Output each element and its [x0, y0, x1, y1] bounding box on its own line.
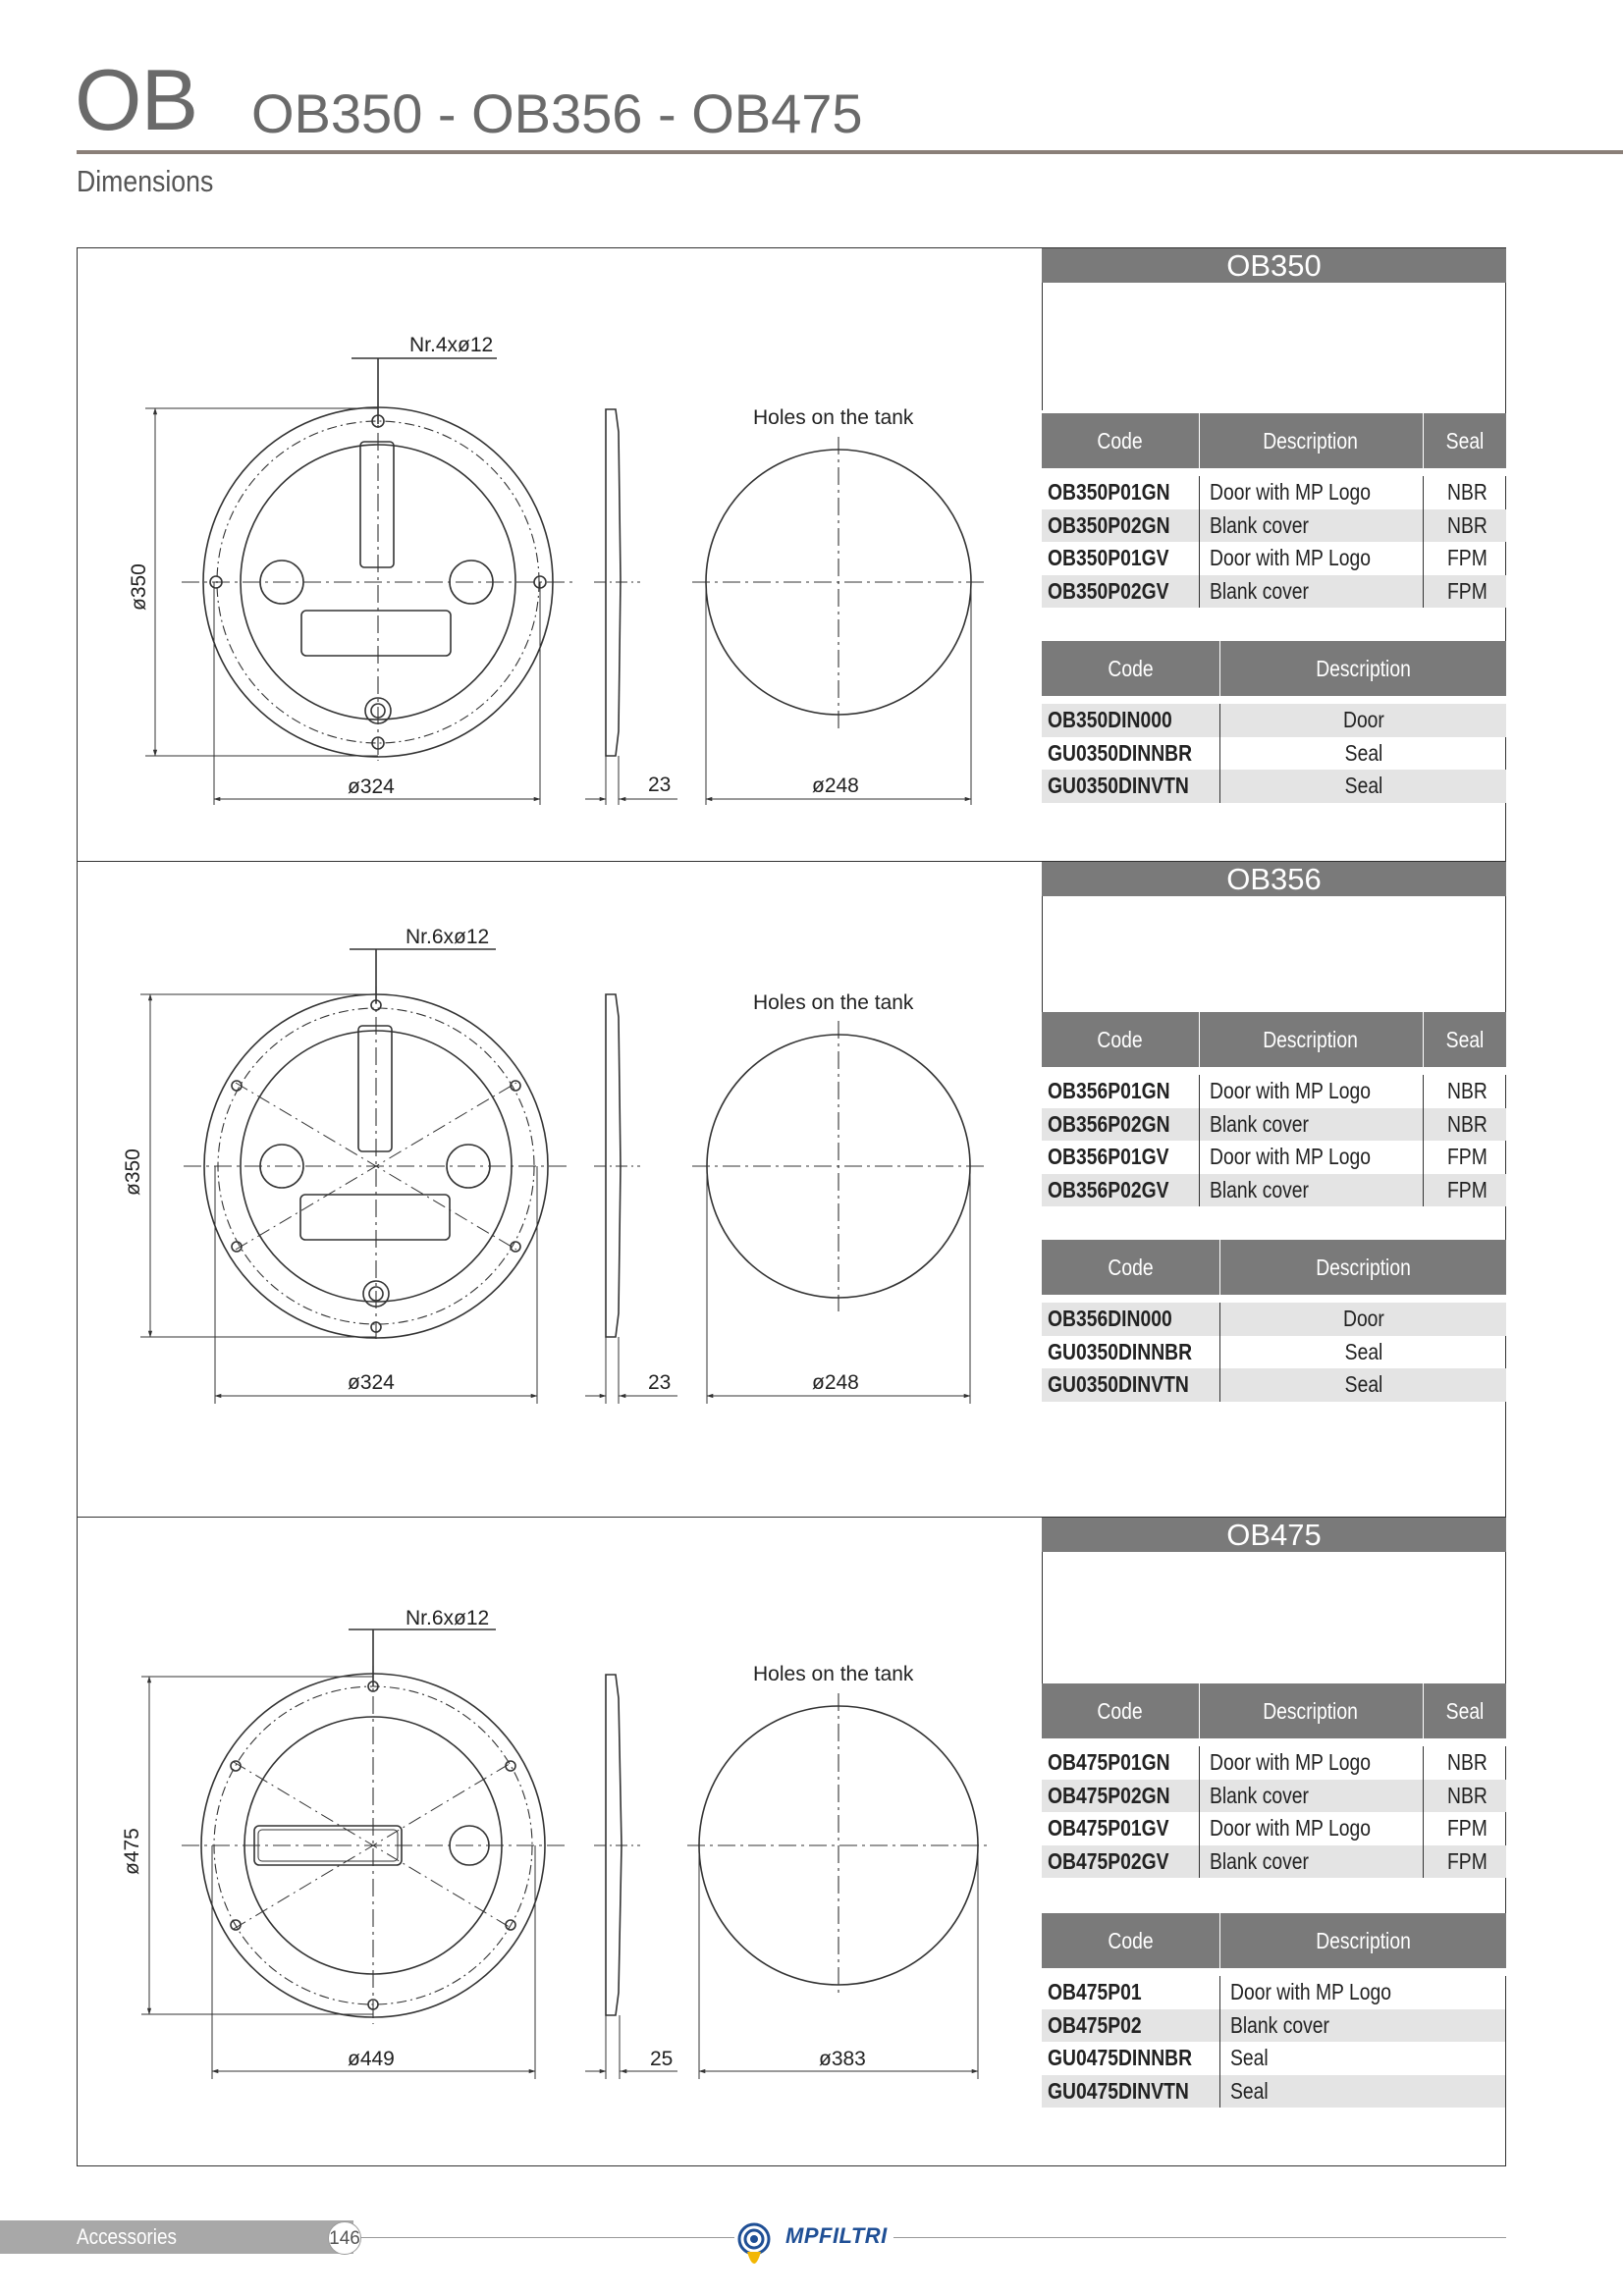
table-row: OB475P02 Blank cover — [1042, 2009, 1506, 2043]
models-title: OB350 - OB356 - OB475 — [251, 82, 863, 144]
table-row: OB475P01 Door with MP Logo — [1042, 1976, 1506, 2009]
logo-plate — [301, 611, 451, 656]
col-header-description: Description — [1220, 641, 1506, 696]
col-header-code: Code — [1042, 1012, 1199, 1067]
table-row: OB350P01GV Door with MP Logo FPM — [1042, 542, 1506, 575]
table-row: OB350DIN000 Door — [1042, 704, 1506, 737]
col-header-seal: Seal — [1423, 413, 1506, 468]
page-number: 146 — [328, 2221, 361, 2255]
holes-note: Nr.6xø12 — [406, 926, 490, 948]
col-header-code: Code — [1042, 1683, 1199, 1738]
table-row: OB356P01GV Door with MP Logo FPM — [1042, 1141, 1506, 1174]
section-title-ob356: OB356 — [1042, 862, 1506, 896]
table-row: GU0350DINNBR Seal — [1042, 737, 1506, 771]
col-header-description: Description — [1199, 413, 1423, 468]
mpfiltri-logo-icon — [739, 2224, 769, 2264]
holes-note: Nr.4xø12 — [409, 334, 494, 356]
dim-inner: ø324 — [348, 1371, 395, 1394]
ob356-front-view — [140, 949, 569, 1404]
footer-section-label: Accessories — [77, 2224, 177, 2249]
ob356-tank-hole — [692, 1021, 985, 1404]
col-header-seal: Seal — [1423, 1012, 1506, 1067]
col-header-code: Code — [1042, 413, 1199, 468]
holes-note: Nr.6xø12 — [406, 1607, 490, 1629]
tank-label: Holes on the tank — [753, 991, 914, 1014]
table-row: GU0350DINVTN Seal — [1042, 1368, 1506, 1402]
table-row: GU0350DINVTN Seal — [1042, 770, 1506, 803]
table-row: OB475P01GV Door with MP Logo FPM — [1042, 1812, 1506, 1845]
table-row: OB356P01GN Door with MP Logo NBR — [1042, 1075, 1506, 1108]
dim-height: ø475 — [121, 1828, 143, 1875]
col-header-description: Description — [1199, 1683, 1423, 1738]
dim-inner: ø324 — [348, 775, 395, 798]
table-row: OB356DIN000 Door — [1042, 1303, 1506, 1336]
dim-height: ø350 — [128, 563, 150, 611]
table-row: GU0350DINNBR Seal — [1042, 1336, 1506, 1369]
ob350-front-view — [145, 358, 574, 805]
footer-rule — [893, 2237, 1506, 2238]
col-header-seal: Seal — [1423, 1683, 1506, 1738]
handle-slot — [358, 1026, 392, 1151]
table-row: OB356P02GN Blank cover NBR — [1042, 1108, 1506, 1142]
table-row: OB475P02GN Blank cover NBR — [1042, 1780, 1506, 1813]
section-title-ob350: OB350 — [1042, 248, 1506, 283]
ob475-side-view — [585, 1675, 677, 2079]
col-header-description: Description — [1220, 1913, 1506, 1968]
bolt-hole — [506, 1761, 515, 1771]
table-row: OB356P02GV Blank cover FPM — [1042, 1174, 1506, 1207]
footer-rule — [361, 2237, 734, 2238]
brand-logo: MPFILTRI — [785, 2223, 888, 2248]
col-header-code: Code — [1042, 1913, 1220, 1968]
dim-thickness: 23 — [648, 1371, 672, 1394]
col-header-description: Description — [1220, 1240, 1506, 1295]
family-title: OB — [75, 51, 198, 148]
dim-height: ø350 — [122, 1148, 144, 1196]
table-row: GU0475DINNBR Seal — [1042, 2042, 1506, 2075]
table-row: OB475P02GV Blank cover FPM — [1042, 1845, 1506, 1879]
ob350-side-view — [585, 409, 677, 805]
dim-tank: ø248 — [812, 1371, 859, 1394]
footer-bar — [0, 2220, 353, 2254]
dim-thickness: 25 — [650, 2048, 674, 2070]
bolt-hole — [231, 1761, 241, 1771]
col-header-code: Code — [1042, 641, 1220, 696]
table-row: OB350P02GV Blank cover FPM — [1042, 575, 1506, 609]
logo-plate — [300, 1195, 450, 1240]
section-title-ob475: OB475 — [1042, 1518, 1506, 1552]
page-subtitle: Dimensions — [77, 164, 214, 198]
table-row: OB350P01GN Door with MP Logo NBR — [1042, 476, 1506, 509]
col-header-description: Description — [1199, 1012, 1423, 1067]
ob356-side-view — [585, 994, 677, 1404]
table-row: GU0475DINVTN Seal — [1042, 2075, 1506, 2109]
tank-label: Holes on the tank — [753, 406, 914, 429]
table-row: OB475P01GN Door with MP Logo NBR — [1042, 1746, 1506, 1780]
dim-thickness: 23 — [648, 774, 672, 796]
col-header-code: Code — [1042, 1240, 1220, 1295]
ob350-tank-hole — [692, 437, 985, 805]
dim-tank: ø383 — [819, 2048, 866, 2070]
handle-slot — [360, 442, 394, 567]
tank-label: Holes on the tank — [753, 1663, 914, 1685]
ob475-tank-hole — [687, 1693, 990, 2079]
dim-inner: ø449 — [348, 2048, 395, 2070]
dim-tank: ø248 — [812, 774, 859, 797]
table-row: OB350P02GN Blank cover NBR — [1042, 509, 1506, 543]
ob475-front-view — [141, 1629, 565, 2079]
